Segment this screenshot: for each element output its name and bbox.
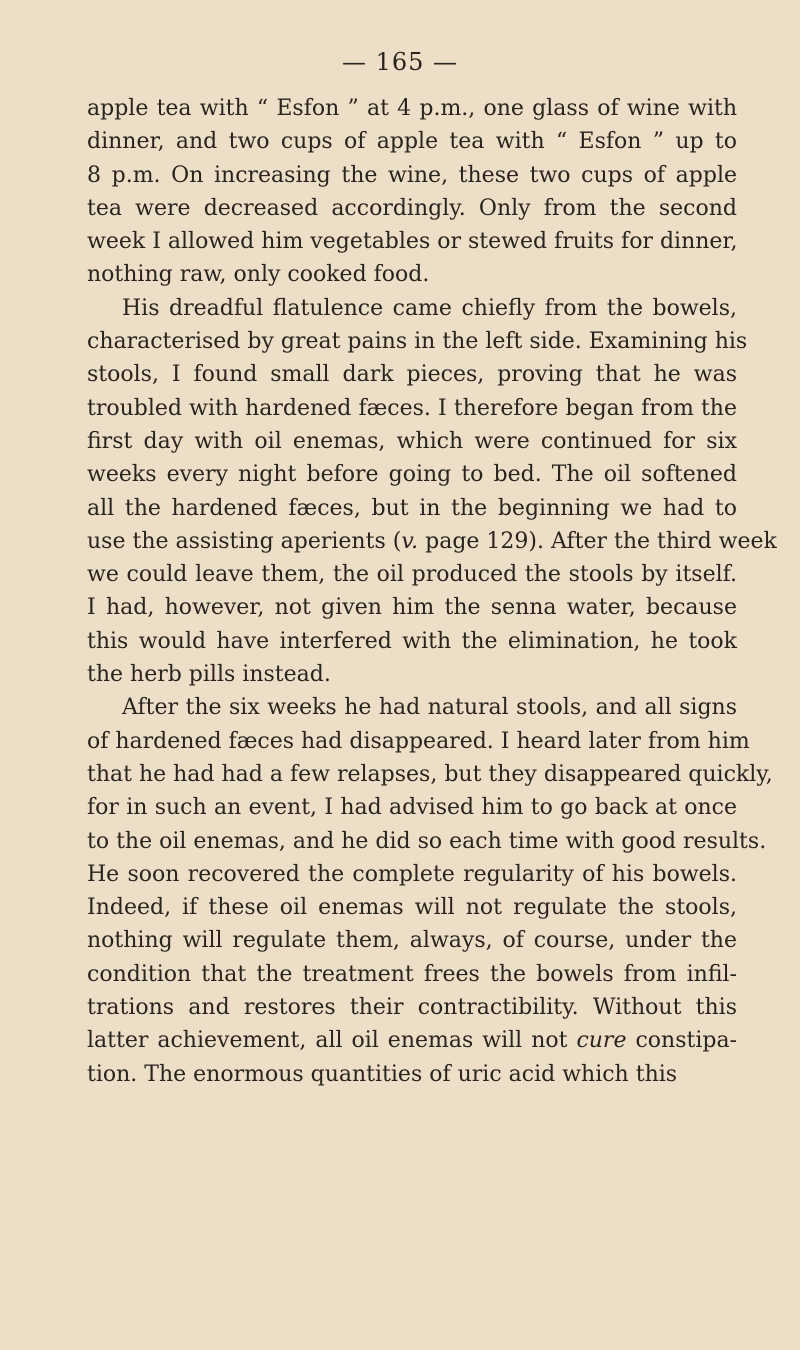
text-line: the herb pills instead.	[87, 662, 331, 688]
text-line: dinner, and two cups of apple tea with “ Esfon ” up to	[87, 129, 737, 155]
text-line: condition that the treatment frees the bowels from infil-	[87, 961, 737, 987]
text-line: nothing will regulate them, always, of course, under the	[87, 928, 737, 954]
text-line: to the oil enemas, and he did so each time with good results.	[87, 828, 767, 854]
text-segment: constipa-	[626, 1028, 737, 1054]
body-text	[87, 92, 777, 1091]
text-line	[87, 525, 777, 558]
italic-reference: v.	[401, 528, 419, 554]
text-segment: use the assisting aperients (	[87, 528, 402, 554]
text-line: tea were decreased accordingly. Only from the second	[87, 195, 737, 221]
text-line: week I allowed him vegetables or stewed fruits for dinner,	[87, 229, 738, 255]
text-line: we could leave them, the oil produced the stools by itself.	[87, 562, 737, 588]
text-line: tion. The enormous quantities of uric acid which this	[87, 1061, 678, 1087]
text-segment: page 129). After the third week	[418, 528, 777, 554]
text-line: troubled with hardened fæces. I therefore began from the	[87, 395, 737, 421]
text-line: nothing raw, only cooked food.	[87, 262, 430, 288]
text-segment: latter achievement, all oil enemas will not	[87, 1028, 577, 1054]
text-line: all the hardened fæces, but in the beginning we had to	[87, 495, 737, 521]
text-line: Indeed, if these oil enemas will not regulate the stools,	[87, 895, 737, 921]
text-line: apple tea with “ Esfon ” at 4 p.m., one glass of wine with	[87, 96, 737, 121]
text-line: characterised by great pains in the left side. Examining his	[87, 329, 748, 355]
text-line: After the six weeks he had natural stools, and all signs	[122, 695, 737, 721]
text-line: trations and restores their contractibility. Without this	[87, 995, 737, 1021]
text-line: I had, however, not given him the senna water, because	[87, 595, 737, 621]
text-line: this would have interfered with the elimination, he took	[87, 628, 737, 654]
text-line: He soon recovered the complete regularity of his bowels.	[87, 861, 737, 887]
text-line: that he had had a few relapses, but they disappeared quickly,	[87, 761, 773, 787]
text-line: for in such an event, I had advised him to go back at once	[87, 795, 737, 821]
text-line: His dreadful flatulence came chiefly from the bowels,	[122, 295, 737, 321]
text-line: 8 p.m. On increasing the wine, these two cups of apple	[87, 162, 737, 188]
text-line: first day with oil enemas, which were continued for six	[87, 428, 737, 454]
page-number: — 165 —	[341, 48, 459, 76]
italic-emphasis: cure	[576, 1028, 627, 1054]
text-line: of hardened fæces had disappeared. I heard later from him	[87, 728, 750, 754]
text-line	[87, 1024, 737, 1057]
text-line: weeks every night before going to bed. The oil softened	[87, 462, 737, 488]
text-line: stools, I found small dark pieces, proving that he was	[87, 362, 737, 388]
